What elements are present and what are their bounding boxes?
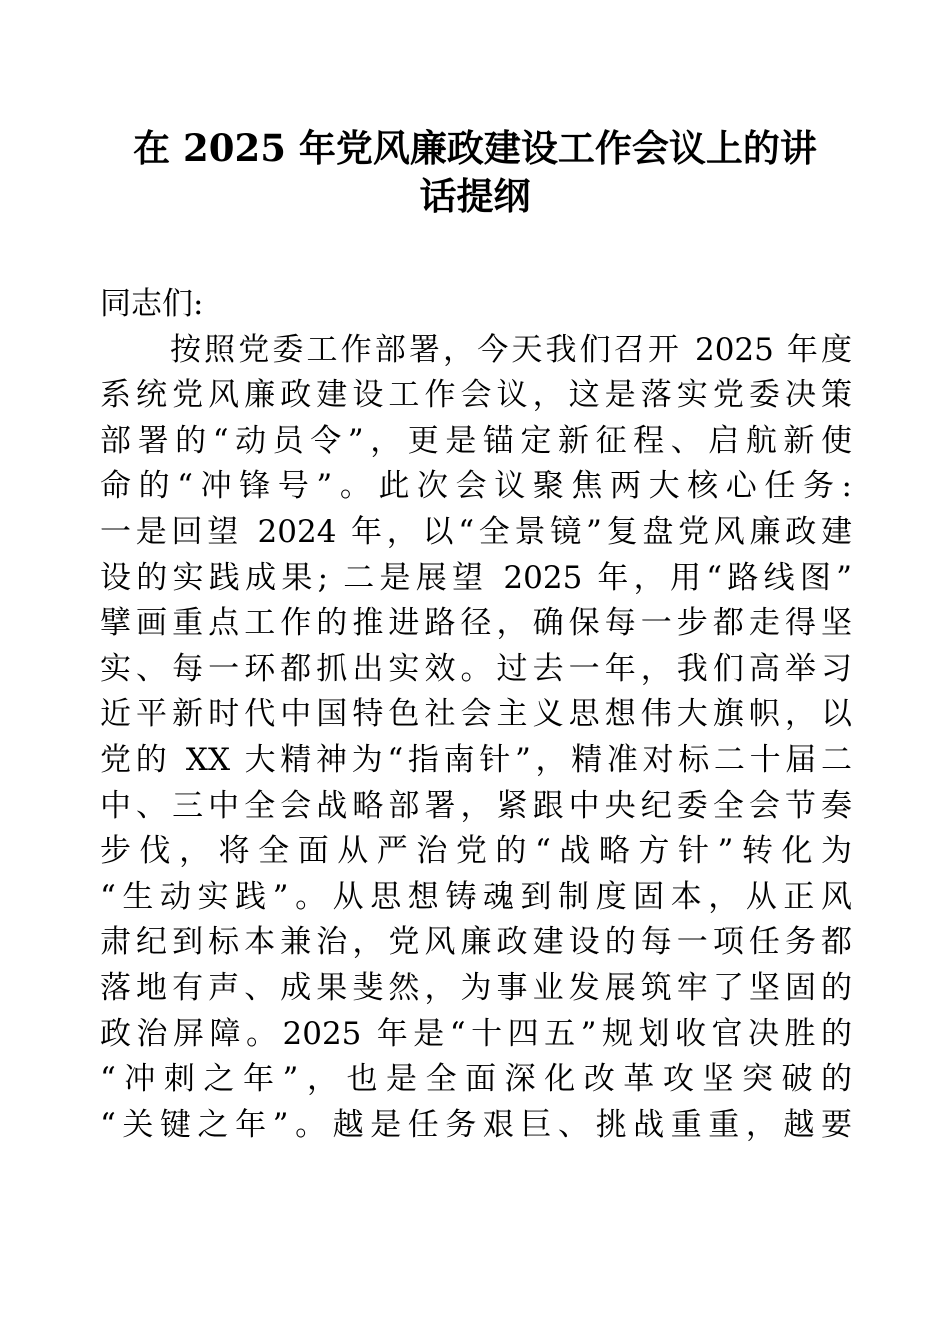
document-title — [100, 124, 850, 220]
paragraph-line: “冲刺之年”，也是全面深化改革攻坚突破的 — [100, 1061, 852, 1098]
paragraph-line: 肃纪到标本兼治，党风廉政建设的每一项任务都 — [100, 924, 852, 961]
paragraph-line: 一是回望 2024 年，以“全景镜”复盘党风廉政建 — [100, 513, 852, 550]
paragraph-line: 部署的“动员令”，更是锚定新征程、启航新使 — [100, 422, 852, 459]
paragraph-line: “关键之年”。越是任务艰巨、挑战重重，越要 — [100, 1106, 852, 1143]
paragraph-line: “生动实践”。从思想铸魂到制度固本，从正风 — [100, 878, 852, 915]
paragraph-line: 近平新时代中国特色社会主义思想伟大旗帜，以 — [100, 696, 852, 733]
paragraph-line: 实、每一环都抓出实效。过去一年，我们高举习 — [100, 650, 852, 687]
paragraph-line: 党的 XX 大精神为“指南针”，精准对标二十届二 — [100, 741, 852, 778]
salutation: 同志们: — [100, 286, 204, 322]
paragraph-line: 中、三中全会战略部署，紧跟中央纪委全会节奏 — [100, 787, 852, 824]
paragraph-line: 政治屏障。2025 年是“十四五”规划收官决胜的 — [100, 1015, 852, 1052]
paragraph-line: 系统党风廉政建设工作会议，这是落实党委决策 — [100, 377, 852, 414]
paragraph-line: 步伐，将全面从严治党的“战略方针”转化为 — [100, 833, 852, 870]
paragraph-line: 擘画重点工作的推进路径，确保每一步都走得坚 — [100, 605, 852, 642]
paragraph-line: 落地有声、成果斐然，为事业发展筑牢了坚固的 — [100, 969, 852, 1006]
paragraph-line: 按照党委工作部署，今天我们召开 2025 年度 — [170, 331, 852, 368]
document-body — [100, 282, 852, 1148]
paragraph-line: 命的“冲锋号”。此次会议聚焦两大核心任务: — [100, 468, 852, 505]
title-line-2: 话提纲 — [419, 174, 531, 218]
paragraph-line: 设的实践成果; 二是展望 2025 年，用“路线图” — [100, 559, 852, 596]
title-line-1: 在 2025 年党风廉政建设工作会议上的讲 — [133, 126, 817, 170]
